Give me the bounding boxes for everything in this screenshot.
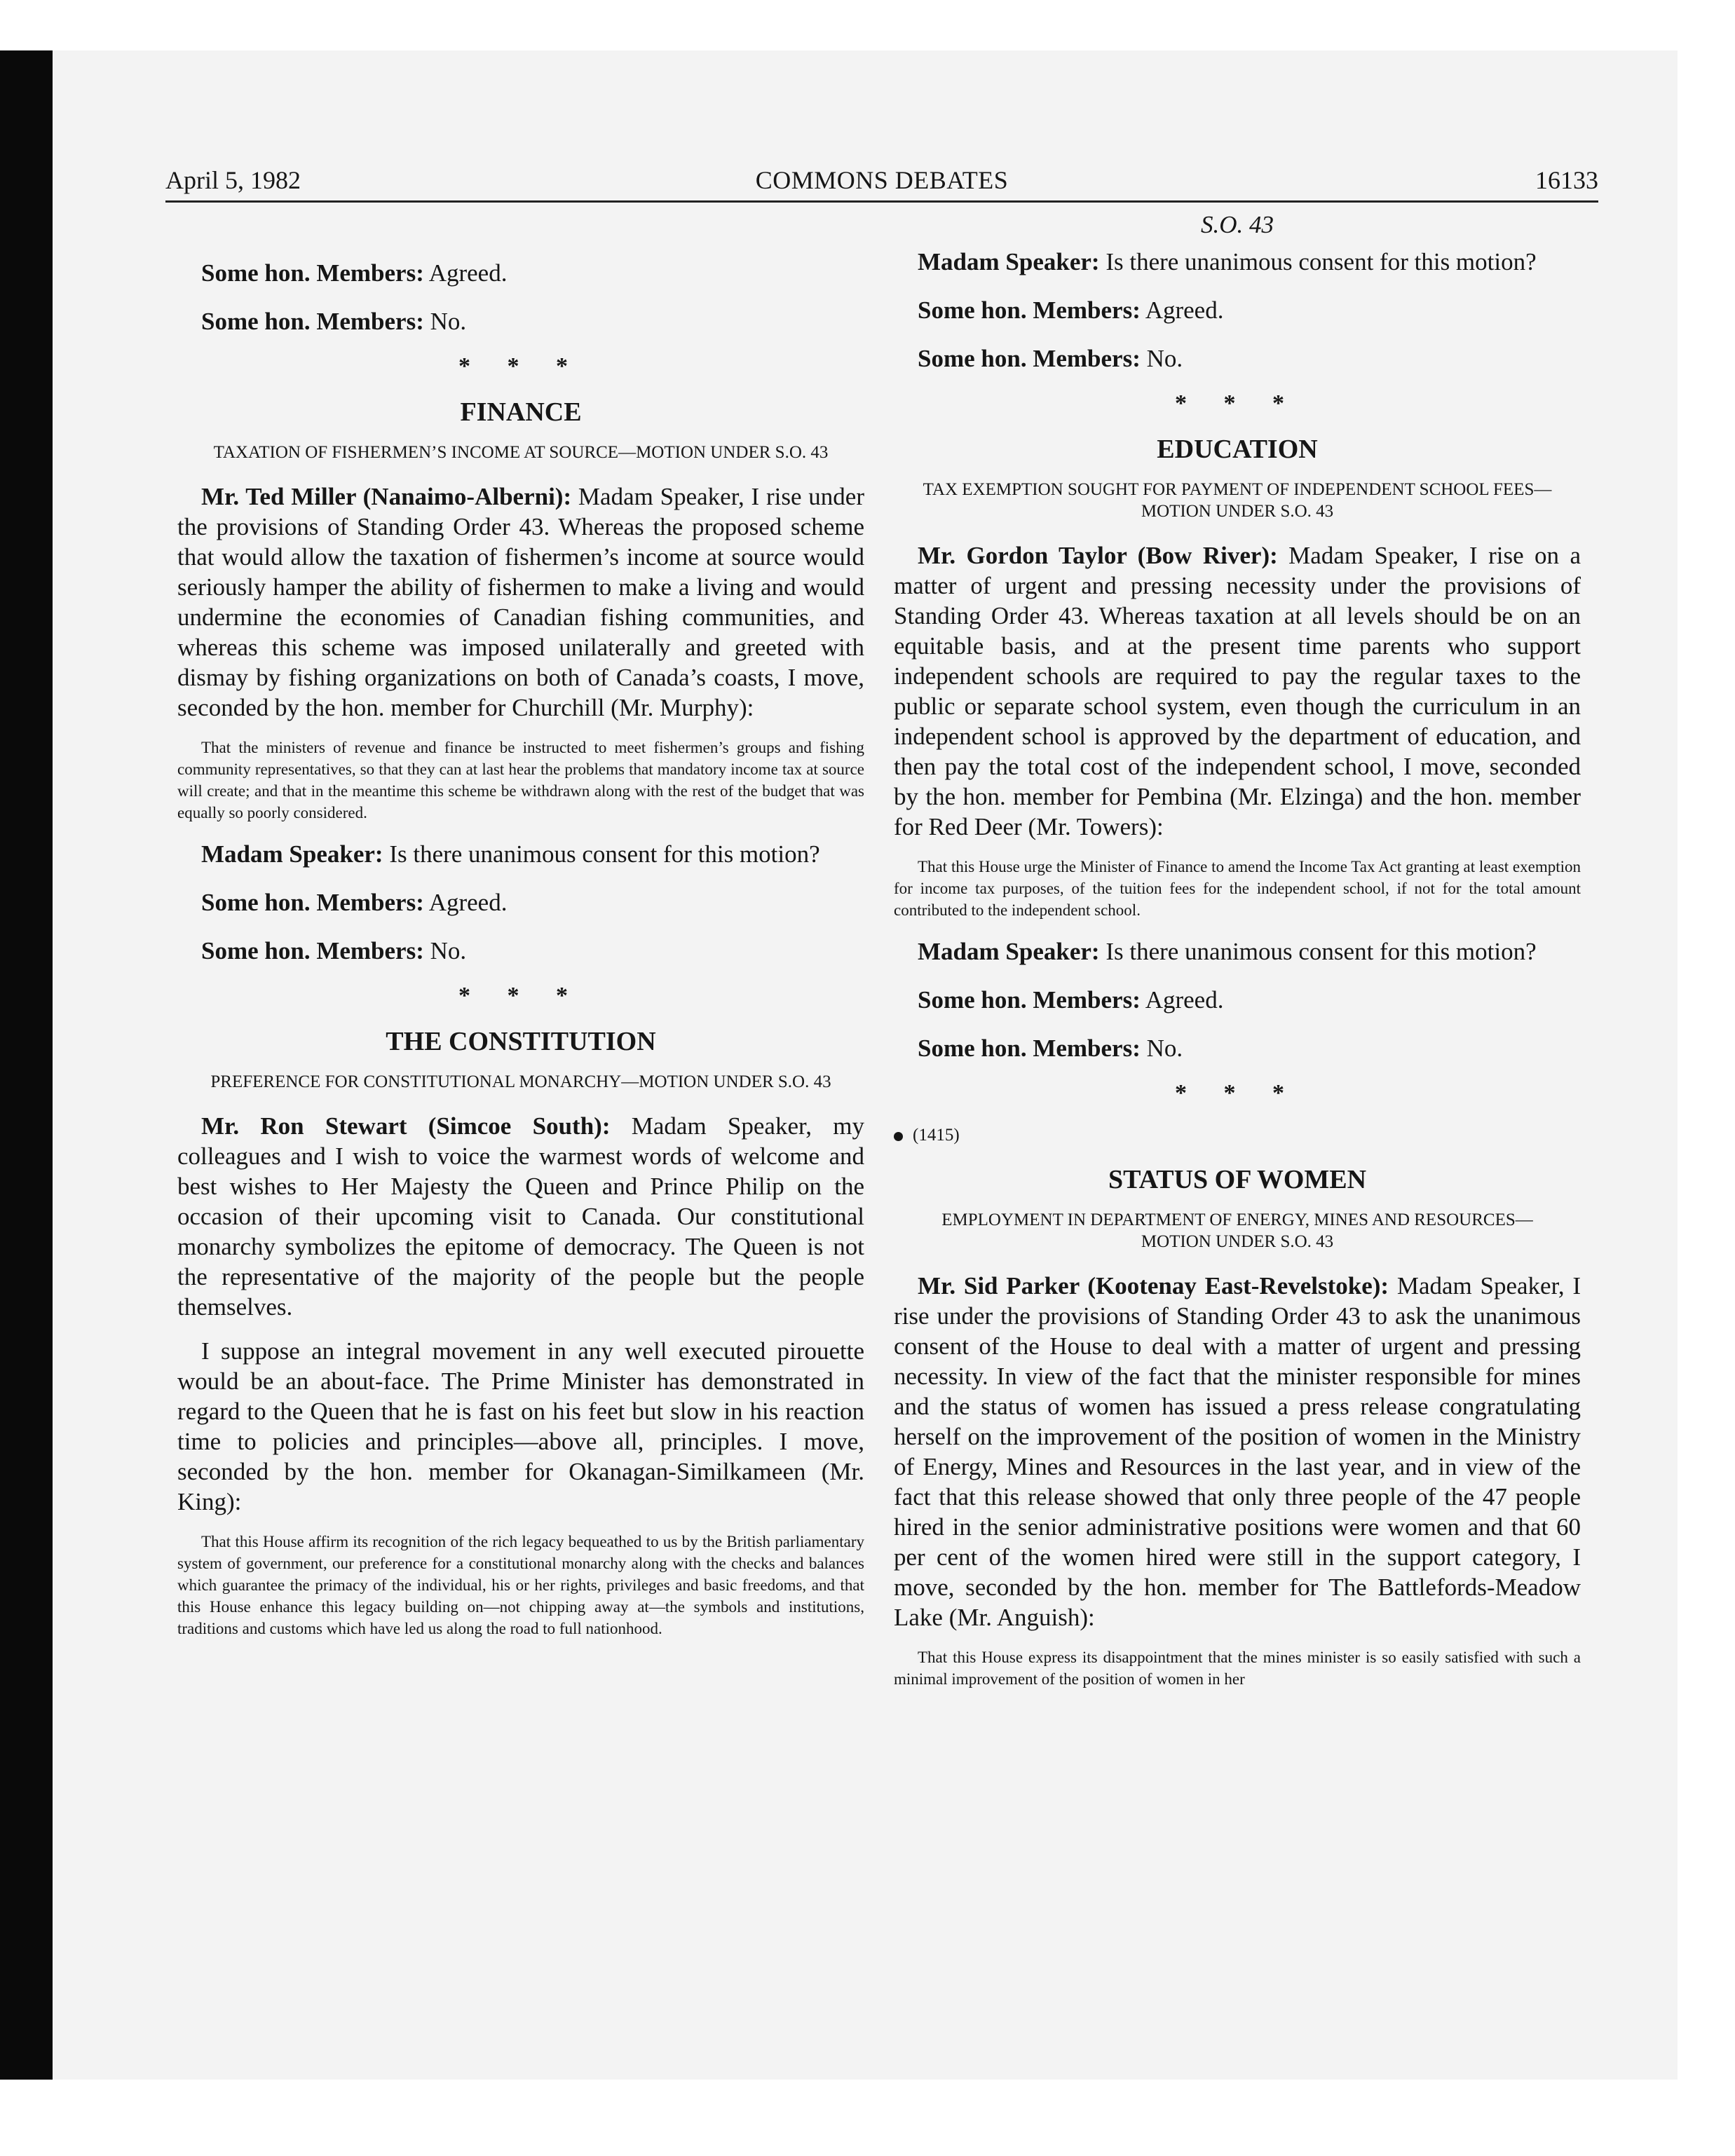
speaker-name: Madam Speaker: xyxy=(918,938,1100,965)
speech-text: No. xyxy=(423,308,467,335)
speech-paragraph xyxy=(177,482,864,723)
bullet-icon xyxy=(894,1132,903,1141)
speech-paragraph: I suppose an integral movement in any well executed pirouette would be an about-face. The Prime Minister has demonstrated in regard to the Queen that he is fast on his feet but slow in his reaction time to policies and principles—above all, principles. I move, seconded by the hon. member for Okanagan-Similkameen (Mr. King): xyxy=(177,1337,864,1515)
section-heading: STATUS OF WOMEN xyxy=(1108,1165,1367,1194)
speech-text: Is there unanimous consent for this motion? xyxy=(383,840,820,868)
header-date: April 5, 1982 xyxy=(165,166,301,194)
speaker-name: Some hon. Members: xyxy=(201,259,424,287)
section-separator: * * * xyxy=(458,983,583,1009)
paragraph xyxy=(894,295,1581,325)
paragraph xyxy=(177,839,864,869)
scan-left-border xyxy=(0,50,53,2080)
section-heading: FINANCE xyxy=(460,397,582,427)
paragraph xyxy=(894,936,1581,967)
standing-order-label: S.O. 43 xyxy=(1200,211,1274,238)
speaker-name: Some hon. Members: xyxy=(918,345,1141,372)
speaker-name: Some hon. Members: xyxy=(918,1035,1141,1062)
left-column xyxy=(177,258,864,1655)
section-separator: * * * xyxy=(1175,1080,1300,1106)
section-separator: * * * xyxy=(458,353,583,379)
paragraph xyxy=(894,985,1581,1015)
section-subheading: EMPLOYMENT IN DEPARTMENT OF ENERGY, MINES AND RESOURCES—MOTION UNDER S.O. 43 xyxy=(941,1210,1533,1251)
speech-text: No. xyxy=(1140,345,1183,372)
paragraph xyxy=(177,887,864,917)
speech-text: Agreed. xyxy=(1140,986,1224,1014)
speech-text: Madam Speaker, I rise under the provisions of Standing Order 43. Whereas the proposed scheme that would allow the taxation of fishermen’s income at source would seriously hamper the ability of fishermen to make a living and would undermine the economies of Canadian fishing communities, and whereas this scheme was imposed unilaterally and greeted with dismay by fishing organizations on both of Canada’s coasts, I move, seconded by the hon. member for Churchill (Mr. Murphy): xyxy=(177,483,864,721)
speaker-name: Some hon. Members: xyxy=(918,296,1141,324)
page-header xyxy=(165,160,1598,203)
speech-text: Madam Speaker, my colleagues and I wish to voice the warmest words of welcome and best wishes to Her Majesty the Queen and Prince Philip on the occasion of their upcoming visit to Canada. Our constitutional monarchy symbolizes the epitome of democracy. The Queen is not the representative of the majority of the people but the people themselves. xyxy=(177,1112,864,1321)
speaker-name: Mr. Ron Stewart (Simcoe South): xyxy=(201,1112,611,1140)
speech-text: No. xyxy=(423,937,467,964)
section-subheading: TAXATION OF FISHERMEN’S INCOME AT SOURCE—MOTION UNDER S.O. 43 xyxy=(213,443,829,462)
section-heading: THE CONSTITUTION xyxy=(386,1027,656,1056)
speaker-name: Madam Speaker: xyxy=(201,840,383,868)
speech-text: Is there unanimous consent for this motion? xyxy=(1099,248,1537,275)
section-separator: * * * xyxy=(1175,390,1300,416)
speaker-name: Some hon. Members: xyxy=(918,986,1141,1014)
motion-text: That this House express its disappointment that the mines minister is so easily satisfied with such a minimal improvement of the position of women in her xyxy=(894,1649,1581,1688)
motion-text: That the ministers of revenue and finance be instructed to meet fishermen’s groups and fishing community representatives, so that they can at last hear the problems that mandatory income tax at source will create; and that in the meantime this scheme be withdrawn along with the rest of the budget that was equally so poorly considered. xyxy=(177,739,864,821)
paragraph xyxy=(177,258,864,288)
section-subheading: TAX EXEMPTION SOUGHT FOR PAYMENT OF INDEPENDENT SCHOOL FEES—MOTION UNDER S.O. 43 xyxy=(923,480,1552,521)
speech-text: Agreed. xyxy=(1140,296,1224,324)
speaker-name: Mr. Sid Parker (Kootenay East-Revelstoke): xyxy=(918,1272,1389,1299)
speaker-name: Mr. Ted Miller (Nanaimo-Alberni): xyxy=(201,483,572,510)
speech-text: No. xyxy=(1140,1035,1183,1062)
speaker-name: Some hon. Members: xyxy=(201,937,424,964)
speech-text: Madam Speaker, I rise on a matter of urgent and pressing necessity under the provisions of Standing Order 43. Whereas taxation at all levels should be on an equitable basis, and at the present time parents who support independent schools are required to pay the regular taxes to the public or separate school system, even though the curriculum in an independent school is approved by the department of education, and then pay the total cost of the independent school, I move, seconded by the hon. member for Pembina (Mr. Elzinga) and the hon. member for Red Deer (Mr. Towers): xyxy=(894,542,1581,840)
header-title: COMMONS DEBATES xyxy=(755,166,1009,194)
speech-text: Agreed. xyxy=(423,259,508,287)
motion-text: That this House affirm its recognition of the rich legacy bequeathed to us by the British parliamentary system of government, our preference for a constitutional monarchy along with the checks and balances which guarantee the primacy of the individual, his or her rights, privileges and basic freedoms, and that this House enhance this legacy building on—not chipping away at—the symbols and institutions, traditions and customs which have led us along the road to full nationhood. xyxy=(177,1533,864,1637)
motion-text: That this House urge the Minister of Finance to amend the Income Tax Act granting at least exemption for income tax purposes, of the tuition fees for the independent school, if not for the total amount contributed to the independent school. xyxy=(894,858,1581,919)
section-subheading: PREFERENCE FOR CONSTITUTIONAL MONARCHY—MOTION UNDER S.O. 43 xyxy=(210,1072,831,1091)
paragraph xyxy=(894,343,1581,374)
speech-text: Madam Speaker, I rise under the provisions of Standing Order 43 to ask the unanimous consent of the House to deal with a matter of urgent and pressing necessity. In view of the fact that the minister responsible for mines and the status of women has issued a press release congratulating herself on the improvement of the position of women in the Ministry of Energy, Mines and Resources in the last year, and in view of the fact that this release showed that only three people of the 47 people hired in the senior administrative positions were women and that 60 per cent of the women hired were still in the support category, I move, seconded by the hon. member for The Battlefords-Meadow Lake (Mr. Anguish): xyxy=(894,1272,1581,1631)
paragraph xyxy=(177,306,864,336)
paragraph xyxy=(894,247,1581,277)
time-marker-text: (1415) xyxy=(913,1126,960,1145)
speaker-name: Some hon. Members: xyxy=(201,889,424,916)
speaker-name: Some hon. Members: xyxy=(201,308,424,335)
speech-text: Is there unanimous consent for this motion? xyxy=(1099,938,1537,965)
speaker-name: Madam Speaker: xyxy=(918,248,1100,275)
speaker-name: Mr. Gordon Taylor (Bow River): xyxy=(918,542,1278,569)
speech-paragraph xyxy=(894,540,1581,842)
section-heading: EDUCATION xyxy=(1157,435,1318,464)
right-column xyxy=(894,210,1581,1705)
speech-paragraph xyxy=(177,1111,864,1322)
paragraph xyxy=(894,1033,1581,1063)
speech-text: Agreed. xyxy=(423,889,508,916)
paragraph xyxy=(177,936,864,966)
time-marker xyxy=(894,1125,1581,1146)
speech-paragraph xyxy=(894,1271,1581,1632)
page-number: 16133 xyxy=(1535,166,1598,194)
